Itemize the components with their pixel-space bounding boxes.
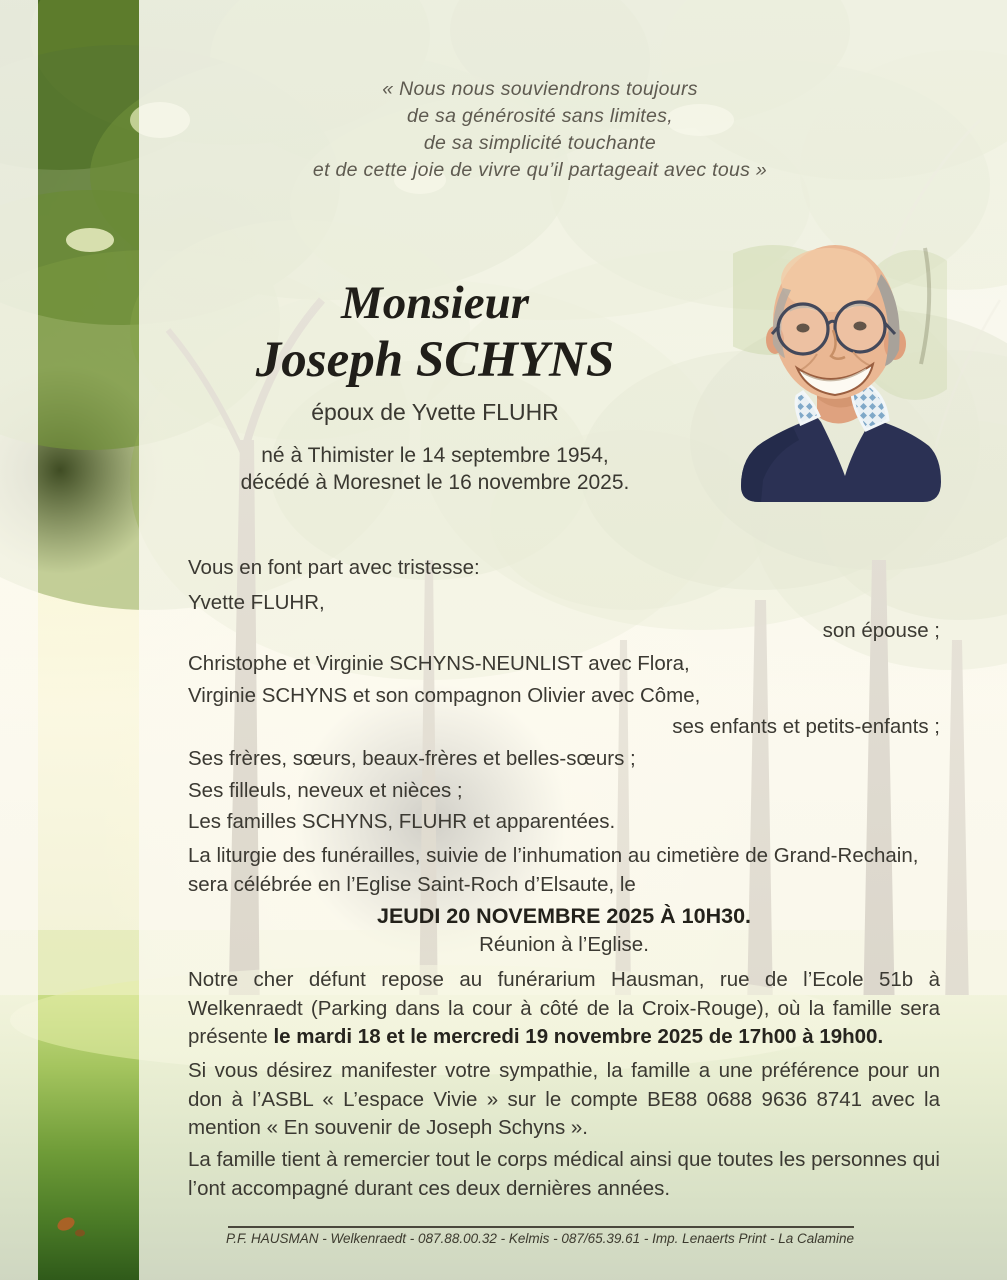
mourner-line: Ses frères, sœurs, beaux-frères et belles-sœurs ; [188, 747, 636, 770]
quote-line: et de cette joie de vivre qu’il partageait avec tous » [312, 159, 768, 181]
ceremony-date: JEUDI 20 NOVEMBRE 2025 À 10H30. [376, 904, 752, 928]
relation-line: ses enfants et petits-enfants ; [672, 715, 940, 738]
memorial-quote [168, 76, 912, 184]
mourner-line: Ses filleuls, neveux et nièces ; [188, 779, 463, 802]
birth-line: né à Thimister le 14 septembre 1954, [261, 444, 609, 467]
visitation-dates: le mardi 18 et le mercredi 19 novembre 2025 de 17h00 à 19h00. [273, 1025, 884, 1048]
deceased-title: Monsieur [340, 277, 530, 329]
quote-line: « Nous nous souviendrons toujours [382, 78, 698, 100]
relation-line: son épouse ; [822, 619, 940, 642]
footer-text: P.F. HAUSMAN - Welkenraedt - 087.88.00.32 - Kelmis - 087/65.39.61 - Imp. Lenaerts Print - La Calamine [225, 1231, 855, 1246]
death-line: décédé à Moresnet le 16 novembre 2025. [240, 471, 630, 494]
quote-line: de sa générosité sans limites, [407, 105, 673, 127]
deceased-block [125, 276, 745, 496]
thanks-paragraph: La famille tient à remercier tout le corps médical ainsi que toutes les personnes qui l’ont accompagné durant ces deux dernières années. [188, 1148, 940, 1200]
mourner-line: Les familles SCHYNS, FLUHR et apparentées. [188, 810, 616, 833]
portrait-photo [733, 240, 947, 502]
mourner-line: Yvette FLUHR, [188, 591, 325, 614]
footer-divider [228, 1226, 854, 1228]
sympathy-paragraph: Si vous désirez manifester votre sympathie, la famille a une préférence pour un don à l’ASBL « L’espace Vivie » sur le compte BE88 0688 9636 8741 avec la mention « En souvenir de Joseph Schyns ». [188, 1059, 940, 1139]
liturgy-paragraph: La liturgie des funérailles, suivie de l’inhumation au cimetière de Grand-Rechain, sera célébrée en l’Eglise Saint-Roch d’Elsaute, le [188, 844, 919, 896]
spouse-line: époux de Yvette FLUHR [311, 399, 559, 425]
mourner-line: Christophe et Virginie SCHYNS-NEUNLIST avec Flora, [188, 652, 690, 675]
announcement-intro: Vous en font part avec tristesse: [188, 556, 480, 579]
portrait-illustration [733, 240, 947, 502]
mourner-line: Virginie SCHYNS et son compagnon Olivier avec Côme, [188, 684, 701, 707]
funerarium-text: Notre cher défunt repose au funérarium Hausman, rue de l’Ecole 51b à Welkenraedt (Parking dans la cour à côté de la Croix-Rouge), où la famille sera présente [188, 968, 940, 1048]
life-dates [125, 442, 745, 496]
deceased-name: Joseph SCHYNS [255, 332, 615, 388]
funerarium-paragraph [188, 966, 940, 1052]
ceremony-meeting: Réunion à l’Eglise. [479, 933, 649, 956]
left-photo-strip [38, 0, 139, 1280]
quote-line: de sa simplicité touchante [423, 132, 657, 154]
